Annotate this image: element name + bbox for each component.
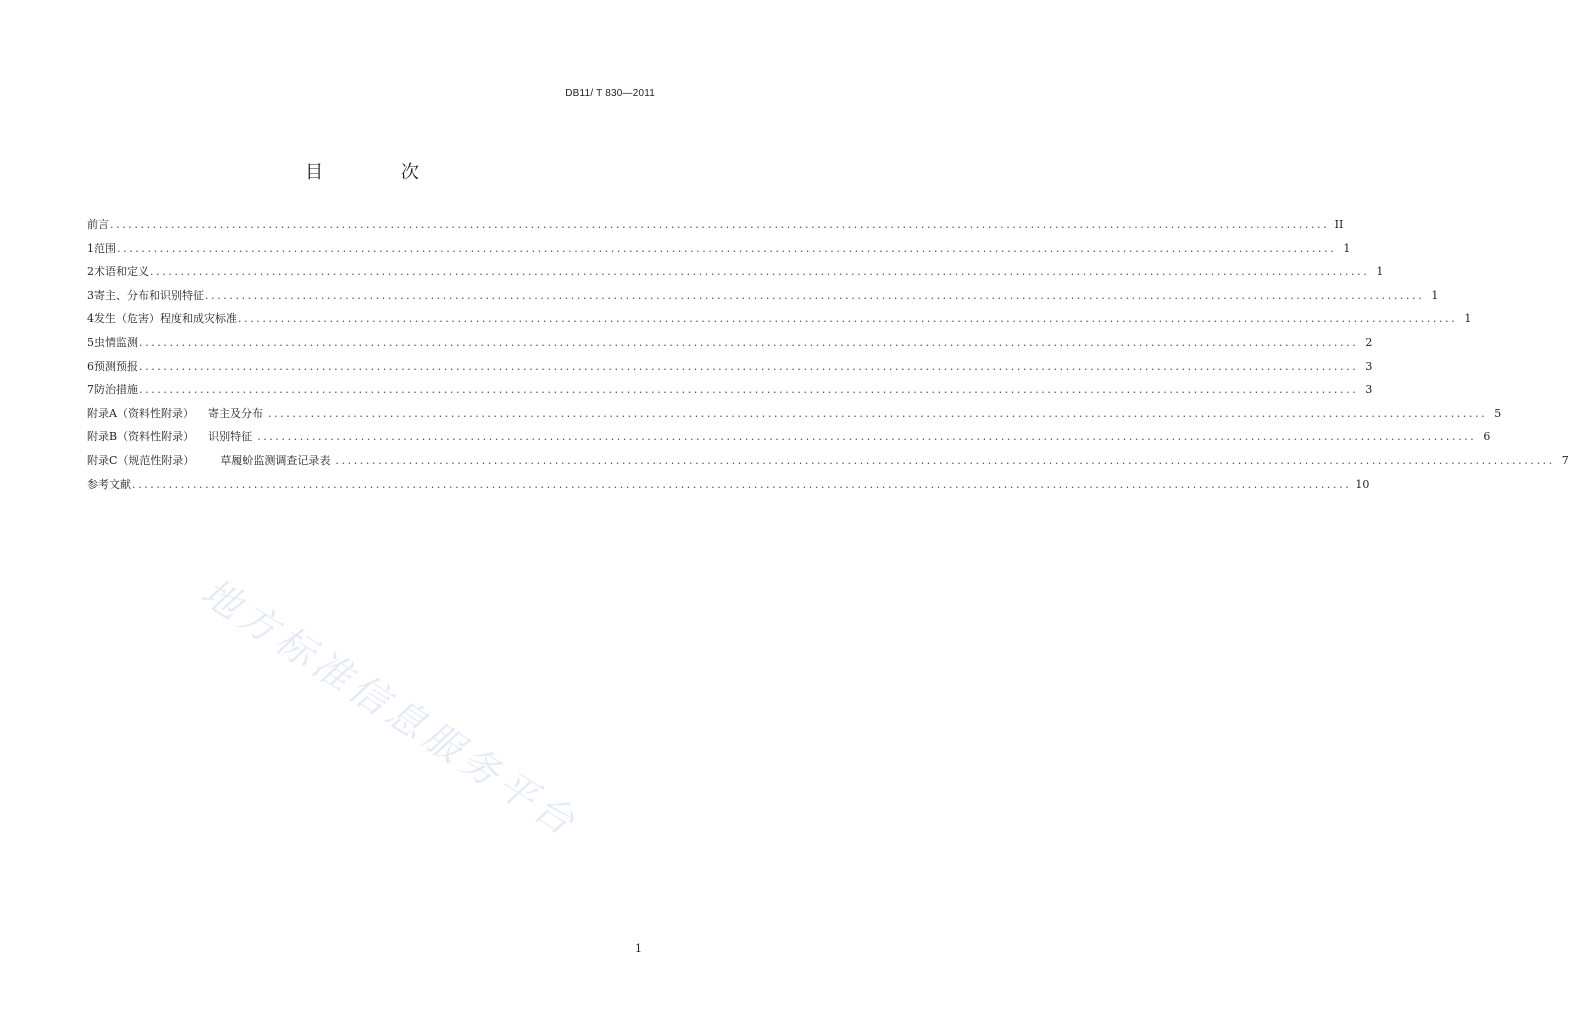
toc-entry-label: 发生（危害）程度和成灾标准 bbox=[94, 312, 237, 326]
toc-entry-page: II bbox=[1334, 218, 1344, 231]
toc-entry-page: 3 bbox=[1365, 383, 1373, 397]
toc-entry-label: 前言 bbox=[87, 218, 109, 231]
toc-leader-dots: ........................................................................................................................................................................................................ bbox=[110, 218, 1330, 231]
toc-entry-number: 7 bbox=[87, 383, 94, 397]
toc-entry-page: 1 bbox=[1376, 265, 1384, 279]
toc-leader-dots: ........................................................................................................................................................................................................ bbox=[335, 453, 1555, 467]
toc-entry-occurrence[interactable] bbox=[87, 311, 1472, 335]
toc-entry-terms[interactable] bbox=[87, 264, 1384, 288]
toc-entry-number: 6 bbox=[87, 359, 94, 373]
watermark: 地方标准信息服务平台 bbox=[193, 569, 587, 847]
toc-entry-label: 防治措施 bbox=[94, 383, 138, 397]
toc-entry-subtitle: 识别特征 bbox=[208, 430, 253, 444]
toc-entry-appendix-a[interactable] bbox=[87, 406, 1502, 430]
toc-entry-subtitle: 寄主及分布 bbox=[207, 406, 263, 420]
toc-entry-appendix-b[interactable] bbox=[87, 429, 1491, 453]
toc-entry-label: 附录C（规范性附录） bbox=[87, 453, 195, 467]
table-of-contents bbox=[87, 217, 1569, 500]
toc-entry-control[interactable] bbox=[87, 382, 1373, 406]
toc-leader-dots: ........................................................................................................................................................................................................ bbox=[257, 430, 1477, 444]
toc-entry-hosts[interactable] bbox=[87, 288, 1439, 312]
toc-leader-dots: ........................................................................................................................................................................................................ bbox=[150, 265, 1370, 279]
toc-entry-label: 参考文献 bbox=[87, 477, 131, 491]
toc-entry-page: 1 bbox=[1464, 312, 1472, 326]
toc-entry-subtitle: 草履蚧监测调查记录表 bbox=[220, 453, 331, 467]
toc-entry-label: 寄主、分布和识别特征 bbox=[94, 288, 204, 302]
toc-leader-dots: ........................................................................................................................................................................................................ bbox=[117, 241, 1337, 255]
document-code: DB11/ T 830—2011 bbox=[565, 88, 655, 99]
toc-entry-number: 3 bbox=[87, 288, 94, 302]
toc-entry-forecast[interactable] bbox=[87, 359, 1373, 383]
toc-entry-scope[interactable] bbox=[87, 241, 1351, 265]
toc-entry-page: 1 bbox=[1343, 241, 1351, 255]
toc-entry-monitoring[interactable] bbox=[87, 335, 1373, 359]
toc-entry-number: 5 bbox=[87, 335, 94, 349]
toc-leader-dots: ........................................................................................................................................................................................................ bbox=[132, 477, 1352, 491]
toc-entry-number: 4 bbox=[87, 312, 94, 326]
toc-entry-page: 3 bbox=[1365, 359, 1373, 373]
toc-leader-dots: ........................................................................................................................................................................................................ bbox=[139, 359, 1359, 373]
toc-entry-page: 1 bbox=[1431, 288, 1439, 302]
toc-entry-page: 7 bbox=[1561, 453, 1569, 467]
toc-entry-label: 术语和定义 bbox=[94, 265, 149, 279]
toc-entry-label: 附录A（资料性附录） bbox=[87, 406, 194, 420]
toc-leader-dots: ........................................................................................................................................................................................................ bbox=[139, 335, 1359, 349]
toc-entry-label: 附录B（资料性附录） bbox=[87, 430, 195, 444]
page-number: 1 bbox=[635, 942, 642, 955]
page-title: 目 次 bbox=[305, 162, 455, 183]
toc-entry-label: 虫情监测 bbox=[94, 335, 138, 349]
toc-entry-page: 10 bbox=[1355, 477, 1370, 491]
toc-entry-number: 2 bbox=[87, 265, 94, 279]
toc-leader-dots: ........................................................................................................................................................................................................ bbox=[267, 406, 1488, 420]
toc-entry-label: 预测预报 bbox=[94, 359, 138, 373]
toc-entry-number: 1 bbox=[87, 241, 94, 255]
toc-leader-dots: ........................................................................................................................................................................................................ bbox=[205, 288, 1425, 302]
toc-entry-page: 6 bbox=[1483, 430, 1491, 444]
toc-entry-label: 范围 bbox=[94, 241, 116, 255]
toc-entry-references[interactable] bbox=[87, 477, 1370, 501]
toc-entry-page: 5 bbox=[1494, 406, 1502, 420]
toc-entry-page: 2 bbox=[1365, 335, 1373, 349]
toc-entry-foreword[interactable] bbox=[87, 217, 1344, 241]
toc-leader-dots: ........................................................................................................................................................................................................ bbox=[238, 312, 1458, 326]
toc-leader-dots: ........................................................................................................................................................................................................ bbox=[139, 383, 1359, 397]
toc-entry-appendix-c[interactable] bbox=[87, 453, 1569, 477]
